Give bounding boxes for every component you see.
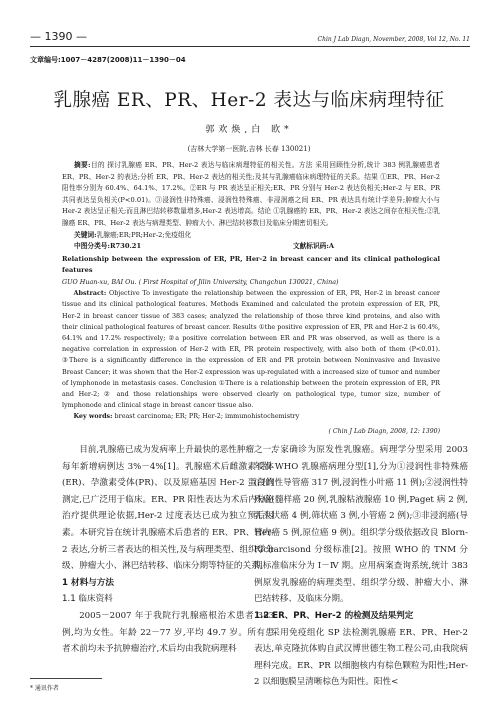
detection-paragraph: 采用免疫组化 SP 法检测乳腺癌 ER、PR、Her-2 表达,单克隆抗体购自武汉博世德生物工程公司,由我院病理科完成。ER、PR 以细胞核内有棕色颗粒为阳性;Her-2 以细胞膜呈清晰棕色为阳性。阳性< [254, 627, 468, 688]
classification-row [62, 241, 334, 253]
section-heading-methods: 1 材料与方法 [62, 577, 114, 588]
subsection-heading-detection: 1.2 ER、PR、Her-2 的检测及结果判定 [254, 610, 414, 621]
pathology-paragraph: 专家确诊为原发性乳腺癌。病理学分型采用 2003 年版 WHO 乳腺癌病理分型[1],分为①浸润性非特殊癌(浸润性导管癌 317 例,浸润性小叶癌 11 例);②浸润性特殊癌(髓样癌 20 例,乳腺粘液腺癌 10 例,Paget 病 2 例,乳头状癌 4 例,筛状癌 3 例,小管癌 2 例);③非浸润癌(导管内癌 5 例,原位癌 9 例)。组织学分级依据改良 Blorn-Richarcisond 分级标准[2]。按照 WHO 的 TNM 分期标准临床分为 Ⅰ－Ⅳ 期。应用病案查询系统,统计 383 例原发乳腺癌的病理类型、组织学分级、肿瘤大小、淋巴结转移、及临床分期。 [254, 445, 468, 605]
journal-header: Chin J Lab Diagn, November, 2008, Vol 12, No. 11 [317, 36, 470, 43]
keywords-en-text: breast carcinoma; ER; PR; Her-2; immunohistochemistry [114, 412, 300, 421]
abstract-cn [62, 160, 440, 230]
abstract-en [62, 288, 440, 411]
affiliation: (吉林大学第一医院,吉林 长春 130021) [187, 145, 311, 153]
english-title: Relationship between the expression of ER, PR, Her-2 in breast cancer and its clinical pathological features [62, 254, 440, 275]
document-code: 文献标识码:A [292, 242, 335, 251]
abstract-en-text: Objective To investigate the relationship between the expression of ER, PR, Her-2 in breast cancer tissue and its clinical pathological features. Methods Examined and calculated the protein expression of ER, PR, Her-2 in breast cancer tissue of 383 cases; analyzed the relationship of those three kind proteins, and also with their clinical pathological features of breast cancer. Results ①the positive expression of ER, PR and Her-2 is 60.4%, 64.1% and 17.2% respectively; ②a positive correlation between ER and PR was observed, as well as there is a negative correlation in expression of Her-2 with ER, PR protein respectively, with also both of them (P<0.01). ③There is a significantly difference in the expression of ER and PR protein between Noninvasive and Invasive Breast Cancer; it was shown that the Her-2 expression was up-regulated with a increased size of tumor and number of lymphonode in metastasis cases. Conclusion ①There is a relationship between the protein expression of ER, PR and Her-2; ② and those relationships were observed clearly on pathological type, tumor size, number of lymphonode and clinical stage in breast cancer tissue also. [62, 289, 440, 410]
subsection-heading-clinical: 1.1 临床资料 [62, 594, 113, 605]
clinical-paragraph: 2005－2007 年于我院行乳腺癌根治术患者 383 例,均为女性。年龄 22－77 岁,平均 49.7 岁。所有患者术前均未予抗肿瘤治疗,术后均由我院病理科 [62, 610, 274, 655]
authors: 郭欢焕,白 欧* [205, 125, 293, 135]
abstract-section [62, 160, 440, 423]
keywords-en-label: Key words: [73, 412, 113, 421]
classification-code: 中图分类号:R730.21 [74, 242, 142, 251]
article-id: 文章编号:1007－4287(2008)11－1390－04 [30, 56, 186, 64]
page-number: — 1390 — [30, 30, 87, 43]
keywords-cn [62, 230, 440, 242]
body-column-left [62, 442, 274, 658]
abstract-cn-text: 目的 探讨乳腺癌 ER、PR、Her-2 表达与临床病理特征的相关性。方法 采用回顾性分析,统计 383 例乳腺癌患者 ER、PR、Her-2 的表达;分析 ER、PR、Her-2 表达的相关性;及其与乳腺癌临床病理特征的关系。结果 ①ER、PR、Her-2 阳性率分别为 60.4%、64.1%、17.2%。②ER 与 PR 表达呈正相关;ER、PR 分别与 Her-2 表达负相关;Her-2 与 ER、PR 共同表达呈负相关(P<0.01)。③浸润性非特殊癌、浸润性特殊癌、非浸润癌之间 ER、PR 表达具有统计学差异;肿瘤大小与 Her-2 表达呈正相关;而且淋巴结转移数量增多,Her-2 表达增高。结论 ①乳腺癌的 ER、PR、Her-2 表达之间存在相关性;②乳腺癌 ER、PR、Her-2 表达与病理类型、肿瘤大小、淋巴结转移数目及临床分期密切相关。 [62, 161, 440, 227]
footnote: * 通讯作者 [30, 685, 59, 692]
abstract-en-label: Abstract: [73, 289, 107, 298]
body-column-right [254, 442, 468, 691]
footnote-rule [30, 678, 102, 679]
header-rule [30, 46, 470, 47]
intro-paragraph: 目前,乳腺癌已成为发病率上升最快的恶性肿瘤之一,每年新增病例达 3%－4%[1]。乳腺癌术后雌激素受体(ER)、孕激素受体(PR)、以及原癌基因 Her-2 蛋白的测定,已广泛用于临床。ER、PR 阳性表达为术后内分泌治疗提供理论依据,Her-2 过度表达已成为独立预后因素。本研究旨在统计乳腺癌术后患者的 ER、PR、Her-2 表达,分析三者表达的相关性,及与病理类型、组织学分级、肿瘤大小、淋巴结转移、临床分期等特征的关系。 [62, 445, 274, 572]
paper-title: 乳腺癌 ER、PR、Her-2 表达与临床病理特征 [53, 90, 445, 111]
keywords-en [62, 411, 440, 423]
keywords-cn-text: 乳腺癌;ER;PR;Her-2;免疫组化 [96, 230, 192, 239]
abstract-cn-label: 摘要: [74, 161, 91, 169]
citation: ( Chin J Lab Diagn, 2008, 12: 1390) [328, 428, 440, 435]
english-authors: GUO Huan-xu, BAI Ou. ( First Hospital of Jilin University, Changchun 130021, China) [62, 277, 339, 286]
keywords-cn-label: 关键词: [74, 230, 97, 239]
